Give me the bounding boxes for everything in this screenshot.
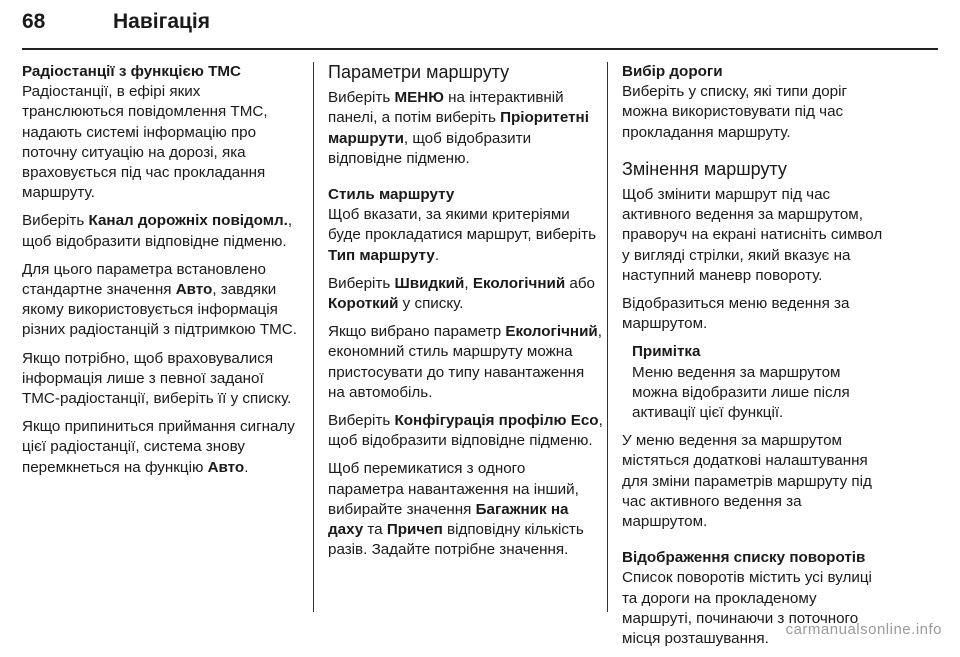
paragraph xyxy=(22,417,300,478)
paragraph: Виберіть у списку, які типи доріг можна використовувати під час прокладання маршруту. xyxy=(622,83,848,141)
column-2 xyxy=(328,62,604,568)
menu-term: МЕНЮ xyxy=(394,89,444,107)
column-1 xyxy=(22,62,300,486)
section-title: Навігація xyxy=(113,10,211,33)
paragraph xyxy=(22,211,300,251)
text: Щоб перемикатися з одного параметра навантаження на інший, вибирайте значення xyxy=(328,460,579,518)
paragraph: Якщо потрібно, щоб враховувалися інформація лише з певної заданої TMC-радіостанції, виберіть її у списку. xyxy=(22,349,292,408)
text: , щоб відобразити відповідне підменю. xyxy=(328,129,532,167)
paragraph xyxy=(22,260,300,341)
text: Виберіть xyxy=(328,412,395,430)
paragraph xyxy=(328,411,604,451)
text: на інтерактивній панелі, а потім виберіть xyxy=(328,89,564,127)
text: , xyxy=(464,274,473,292)
menu-term: Канал дорожніх повідомл. xyxy=(88,212,288,230)
paragraph: Відобразиться меню ведення за маршрутом. xyxy=(622,295,850,333)
paragraph: У меню ведення за маршрутом містяться додаткові налаштування для зміни параметрів маршруту під час активного ведення за маршрутом. xyxy=(622,432,872,531)
column-divider xyxy=(313,62,314,612)
text: , завдяки якому використовується інформація різних радіостанцій з підтримкою TMC. xyxy=(22,281,297,339)
heading-change-route: Змінення маршруту xyxy=(622,158,787,179)
paragraph xyxy=(328,274,604,314)
menu-term: Тип маршруту xyxy=(328,246,435,264)
column-divider xyxy=(607,62,608,612)
text: , щоб відобразити відповідне підменю. xyxy=(328,412,603,450)
note-text: Меню ведення за маршрутом можна відобразити лише після активації цієї функції. xyxy=(632,363,850,422)
paragraph xyxy=(328,205,604,266)
page-header xyxy=(22,6,938,50)
menu-term: Конфігурація профілю Eco xyxy=(394,412,599,430)
watermark: carmanualsonline.info xyxy=(785,621,942,638)
menu-term: Швидкий xyxy=(394,274,465,292)
menu-term: Екологічний xyxy=(472,274,566,292)
text: . xyxy=(434,246,440,264)
paragraph: Список поворотів містить усі вулиці та дороги на прокладеному маршруті, починаючи з поточного місця розташування. xyxy=(622,569,872,648)
text: Виберіть xyxy=(328,274,395,292)
text: або xyxy=(565,274,595,292)
heading-route-parameters: Параметри маршруту xyxy=(328,62,510,82)
text: та xyxy=(363,521,387,539)
text: Якщо припиниться приймання сигналу цієї радіостанції, система знову перемкнеться на функцію xyxy=(22,418,295,476)
text: Якщо вибрано параметр xyxy=(328,323,506,341)
heading-tmc-stations: Радіостанції з функцією TMC xyxy=(22,63,241,80)
subheading-route-style: Стиль маршруту xyxy=(328,186,455,204)
text: у списку. xyxy=(398,295,464,313)
paragraph xyxy=(328,322,604,403)
paragraph: Щоб змінити маршрут під час активного ведення за маршрутом, праворуч на екрані натисніть символ у вигляді стрілки, який вказує на наступний маневр повороту. xyxy=(622,186,883,284)
page-number: 68 xyxy=(22,10,46,33)
menu-term: Багажник на даху xyxy=(328,500,569,539)
subheading-road-choice: Вибір дороги xyxy=(622,63,723,80)
text: . xyxy=(244,458,249,476)
text: , економний стиль маршруту можна пристосувати до типу навантаження на автомобіль. xyxy=(328,323,602,401)
menu-term: Екологічний xyxy=(505,323,598,341)
text: Виберіть xyxy=(328,89,395,107)
text: Щоб вказати, за якими критеріями буде прокладатися маршрут, виберіть xyxy=(328,206,596,244)
menu-term: Авто xyxy=(207,458,245,476)
menu-term: Причеп xyxy=(386,521,443,539)
text: Виберіть xyxy=(22,212,89,230)
column-3 xyxy=(622,62,890,657)
paragraph: Радіостанції, в ефірі яких транслюються повідомлення TMC, надають системі інформацію про поточну ситуацію на дорозі, яка враховується під час прокладання маршруту. xyxy=(22,83,268,202)
paragraph xyxy=(328,88,604,169)
text: Для цього параметра встановлено стандартне значення xyxy=(22,260,266,299)
text: відповідну кількість разів. Задайте потрібне значення. xyxy=(328,521,584,559)
menu-term: Пріоритетні маршрути xyxy=(328,109,589,147)
text: , щоб відобразити відповідне підменю. xyxy=(22,212,293,250)
note-box xyxy=(632,342,890,423)
menu-term: Авто xyxy=(175,281,213,299)
note-title: Примітка xyxy=(632,343,701,361)
paragraph xyxy=(328,459,604,560)
menu-term: Короткий xyxy=(328,295,399,313)
subheading-turn-list: Відображення списку поворотів xyxy=(622,549,866,567)
